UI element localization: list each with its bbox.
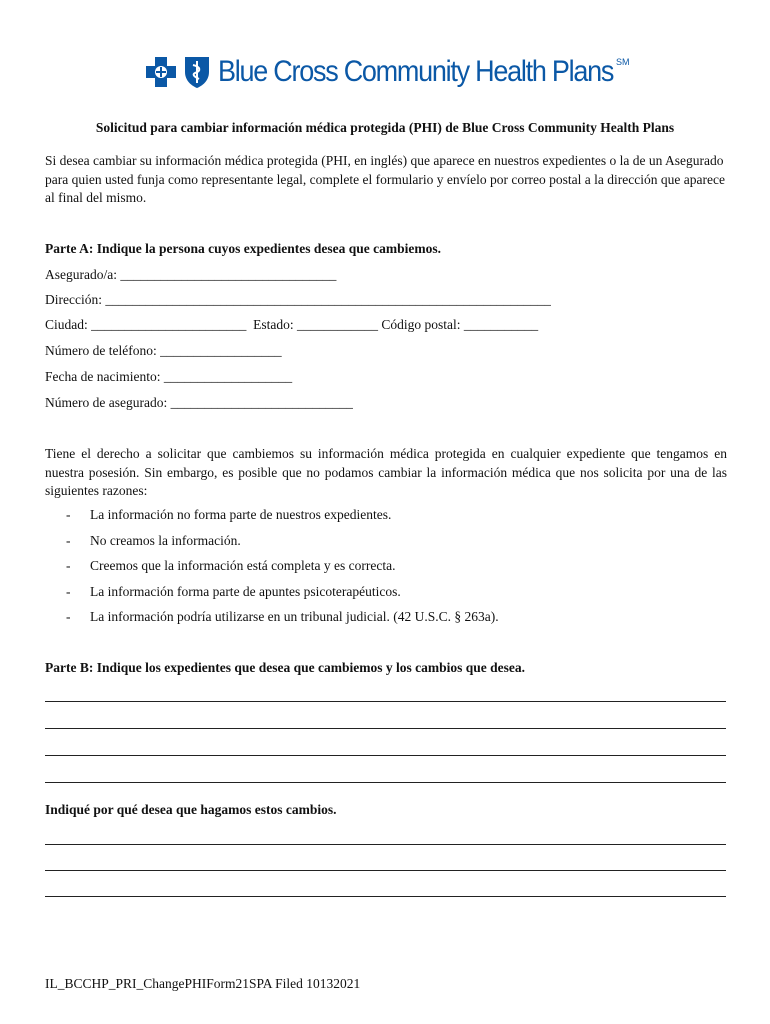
- reason-item: - La información no forma parte de nuestros expedientes.: [66, 507, 392, 522]
- rights-paragraph: Tiene el derecho a solicitar que cambiemos su información médica protegida en cualquier expediente que tengamos en nuestra posesión. Sin embargo, es posible que no podamos cambiar la información médica que nos solicita por una de las siguientes razones:: [45, 446, 727, 498]
- part-b-answer-line: [45, 701, 726, 702]
- reason-heading: Indiqué por qué desea que hagamos estos cambios.: [45, 802, 337, 817]
- form-footer: IL_BCCHP_PRI_ChangePHIForm21SPA Filed 10132021: [45, 976, 361, 991]
- address-field: Dirección: __________________________________________________________________: [45, 292, 551, 307]
- reason-answer-line: [45, 870, 726, 871]
- phone-field: Número de teléfono: __________________: [45, 343, 282, 358]
- birthdate-field: Fecha de nacimiento: ___________________: [45, 369, 293, 384]
- member-number-field: Número de asegurado: ___________________________: [45, 395, 353, 410]
- reason-item: - La información podría utilizarse en un tribunal judicial. (42 U.S.C. § 263a).: [66, 609, 499, 624]
- intro-paragraph: Si desea cambiar su información médica protegida (PHI, en inglés) que aparece en nuestros expedientes o la de un Asegurado para quien usted funja como representante legal, complete el formulario y envíelo por correo postal a la dirección que aparece al final del mismo.: [45, 153, 725, 205]
- part-a-heading: Parte A: Indique la persona cuyos expedientes desea que cambiemos.: [45, 241, 441, 256]
- part-b-heading: Parte B: Indique los expedientes que desea que cambiemos y los cambios que desea.: [45, 660, 526, 675]
- reason-item: - La información forma parte de apuntes psicoterapéuticos.: [66, 584, 401, 599]
- service-mark: SM: [616, 57, 630, 67]
- blue-shield-icon: [182, 54, 212, 90]
- reason-answer-line: [45, 844, 726, 845]
- city-state-zip-field: Ciudad: _______________________ Estado: ____________ Código postal: ___________: [45, 317, 539, 332]
- form-title: Solicitud para cambiar información médica protegida (PHI) de Blue Cross Community Health Plans: [95, 120, 675, 135]
- reason-item: - Creemos que la información está completa y es correcta.: [66, 558, 396, 573]
- reason-answer-line: [45, 896, 726, 897]
- part-b-answer-line: [45, 782, 726, 783]
- reason-item: - No creamos la información.: [66, 533, 241, 548]
- brand-logo: [144, 50, 657, 94]
- brand-name: Blue Cross Community Health Plans: [218, 55, 614, 88]
- blue-cross-icon: [144, 55, 178, 89]
- insured-field: Asegurado/a: ________________________________: [45, 267, 337, 282]
- part-b-answer-line: [45, 755, 726, 756]
- part-b-answer-line: [45, 728, 726, 729]
